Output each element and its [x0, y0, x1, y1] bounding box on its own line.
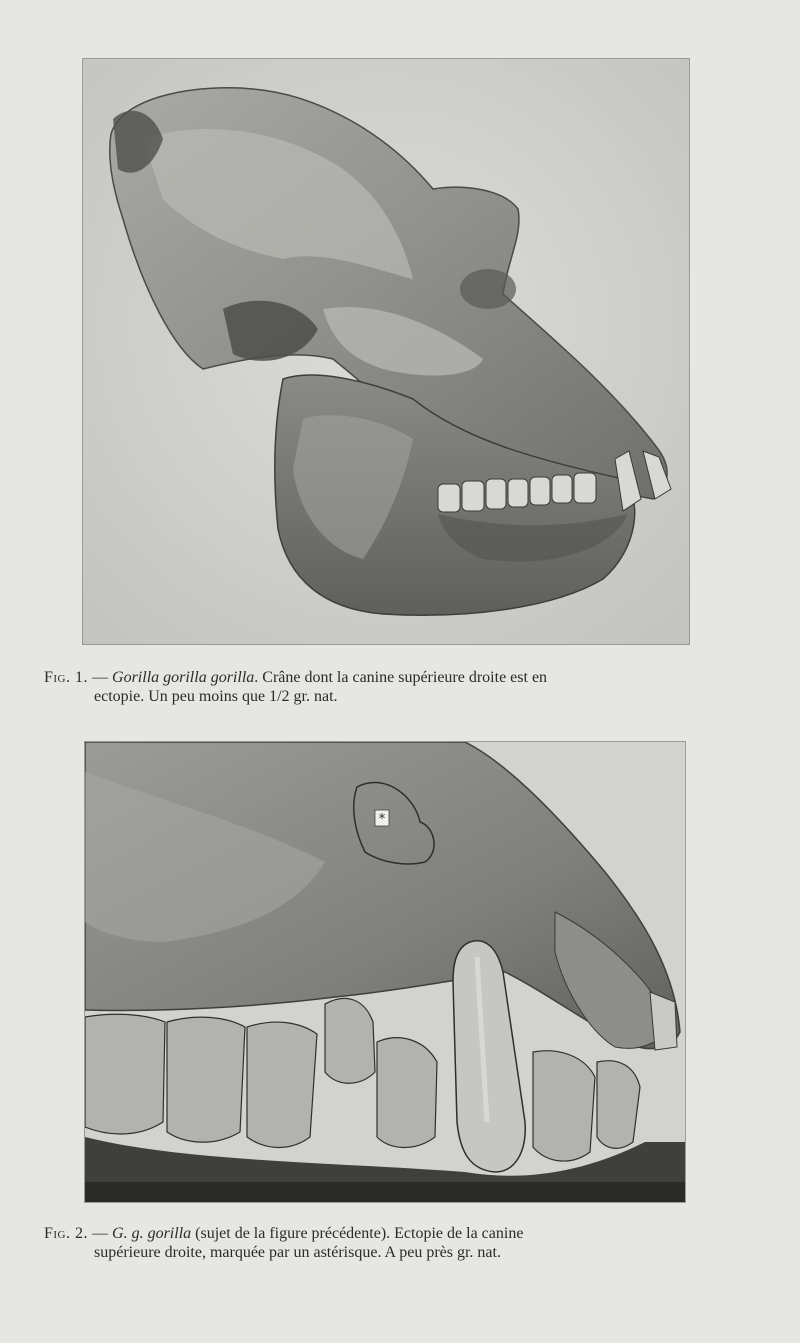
- figure-2-label: Fig. 2.: [44, 1225, 89, 1242]
- figure-2-species: G. g. gorilla: [112, 1225, 192, 1242]
- figure-1-species: Gorilla gorilla gorilla: [112, 669, 255, 686]
- figure-2-text-line1: (sujet de la figure précédente). Ectopie de la canine: [191, 1225, 524, 1242]
- figure-1-dash: —: [88, 669, 113, 686]
- figure-1-text-line1: . Crâne dont la canine supérieure droite est en: [254, 669, 548, 686]
- figure-1-caption: [44, 668, 744, 706]
- gorilla-jaw-closeup-image: [85, 742, 685, 1202]
- figure-2-caption: [44, 1224, 744, 1262]
- figure-2-photo: [84, 741, 686, 1203]
- figure-2-text-line2: supérieure droite, marquée par un astérisque. A peu près gr. nat.: [94, 1244, 501, 1261]
- figure-1-text-line2: ectopie. Un peu moins que 1/2 gr. nat.: [94, 688, 338, 705]
- figure-2-dash: —: [88, 1225, 113, 1242]
- asterisk-marker: *: [378, 812, 386, 827]
- figure-1-label: Fig. 1.: [44, 669, 89, 686]
- figure-1-photo: [82, 58, 690, 645]
- gorilla-skull-image: [83, 59, 689, 644]
